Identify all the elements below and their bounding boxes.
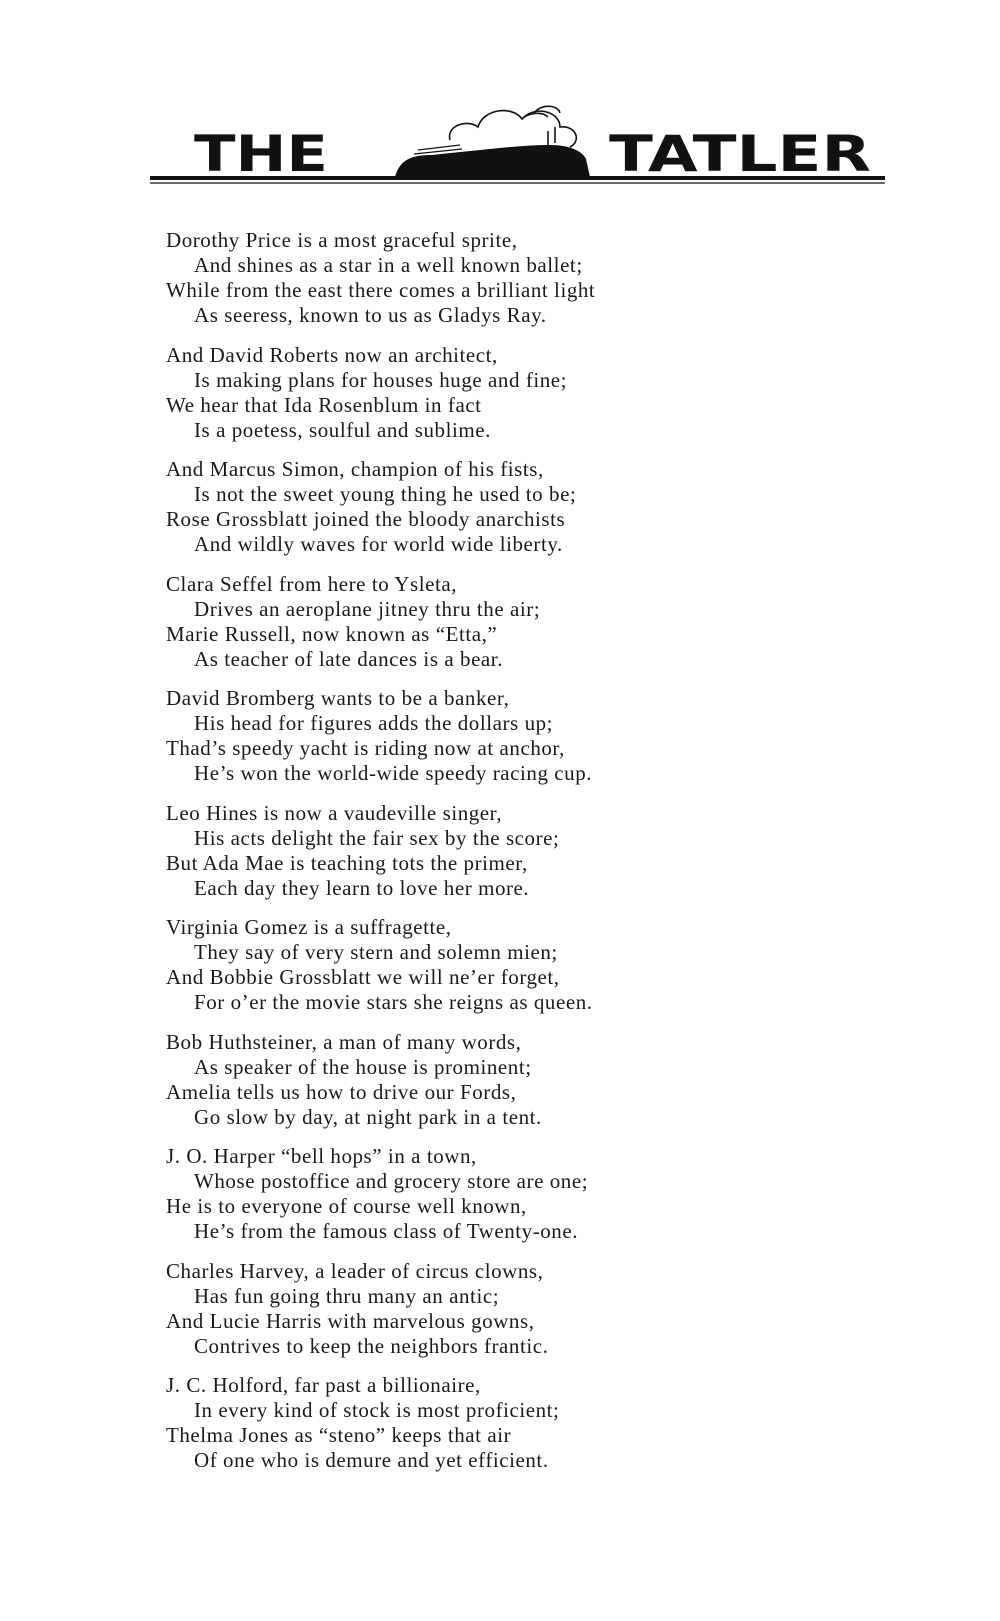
- poem-line: J. O. Harper “bell hops” in a town,: [166, 1144, 477, 1168]
- poem-line: And wildly waves for world wide liberty.: [194, 532, 563, 556]
- poem-line: Virginia Gomez is a suffragette,: [166, 915, 452, 939]
- poem-line: David Bromberg wants to be a banker,: [166, 686, 510, 710]
- stanza: [166, 915, 886, 1015]
- poem-line: As seeress, known to us as Gladys Ray.: [194, 303, 547, 327]
- poem-line: And Bobbie Grossblatt we will ne’er forget,: [166, 965, 560, 989]
- tatler-masthead: [150, 95, 885, 195]
- poem-line: He’s won the world-wide speedy racing cup.: [194, 761, 593, 785]
- poem-line: Bob Huthsteiner, a man of many words,: [166, 1029, 522, 1054]
- poem-line: Contrives to keep the neighbors frantic.: [194, 1333, 549, 1358]
- poem-line: His acts delight the fair sex by the score;: [194, 825, 560, 850]
- poem-line: In every kind of stock is most proficient;: [194, 1398, 560, 1422]
- poem-line: As teacher of late dances is a bear.: [194, 646, 503, 671]
- stanza: [166, 572, 886, 672]
- poem-line: And shines as a star in a well known ballet;: [194, 253, 583, 277]
- stanza: [166, 1144, 886, 1244]
- stanza: [166, 1259, 886, 1359]
- poem-line: They say of very stern and solemn mien;: [194, 940, 558, 964]
- poem-line: He is to everyone of course well known,: [166, 1194, 527, 1218]
- poem-line: Is making plans for houses huge and fine;: [194, 367, 568, 392]
- masthead-left-word: THE: [194, 125, 328, 183]
- poem-line: And Marcus Simon, champion of his fists,: [166, 457, 544, 481]
- poem-line: We hear that Ida Rosenblum in fact: [166, 392, 482, 417]
- stanza: [166, 801, 886, 901]
- poem-line: While from the east there comes a brilliant light: [166, 278, 596, 302]
- poem-line: Leo Hines is now a vaudeville singer,: [166, 800, 503, 825]
- poem-line: He’s from the famous class of Twenty-one.: [194, 1219, 579, 1243]
- masthead-art: [150, 95, 885, 195]
- masthead-right-word: TATLER: [609, 125, 871, 183]
- poem-line: As speaker of the house is prominent;: [194, 1054, 532, 1079]
- poem-line: Marie Russell, now known as “Etta,”: [166, 621, 498, 646]
- poem-line: Drives an aeroplane jitney thru the air;: [194, 596, 541, 621]
- stanza: [166, 1373, 886, 1473]
- poem-line: His head for figures adds the dollars up;: [194, 711, 554, 735]
- stanza: [166, 228, 886, 328]
- poem-line: Charles Harvey, a leader of circus clowns,: [166, 1258, 544, 1283]
- poem-line: Has fun going thru many an antic;: [194, 1283, 500, 1308]
- poem-line: For o’er the movie stars she reigns as queen.: [194, 990, 593, 1014]
- poem-line: And Lucie Harris with marvelous gowns,: [166, 1308, 535, 1333]
- poem-line: Dorothy Price is a most graceful sprite,: [166, 228, 518, 252]
- poem-line: Amelia tells us how to drive our Fords,: [166, 1079, 517, 1104]
- stanza: [166, 457, 886, 557]
- cloud-icon: [450, 106, 577, 147]
- stanza: [166, 343, 886, 443]
- stanza: [166, 1030, 886, 1130]
- poem-line: Rose Grossblatt joined the bloody anarchists: [166, 507, 566, 531]
- poem-line: Whose postoffice and grocery store are one;: [194, 1169, 589, 1193]
- poem-line: Of one who is demure and yet efficient.: [194, 1448, 549, 1472]
- poem-line: But Ada Mae is teaching tots the primer,: [166, 850, 528, 875]
- poem-line: And David Roberts now an architect,: [166, 342, 498, 367]
- poem-line: Each day they learn to love her more.: [194, 875, 530, 900]
- poem-line: Thad’s speedy yacht is riding now at anchor,: [166, 736, 565, 760]
- poem-line: Go slow by day, at night park in a tent.: [194, 1104, 542, 1129]
- poem-line: Clara Seffel from here to Ysleta,: [166, 571, 458, 596]
- poem-line: Is not the sweet young thing he used to be;: [194, 482, 577, 506]
- poem-line: Thelma Jones as “steno” keeps that air: [166, 1423, 512, 1447]
- stanza: [166, 686, 886, 786]
- poem-line: J. C. Holford, far past a billionaire,: [166, 1373, 481, 1397]
- poem: [166, 228, 886, 1488]
- poem-line: Is a poetess, soulful and sublime.: [194, 417, 491, 442]
